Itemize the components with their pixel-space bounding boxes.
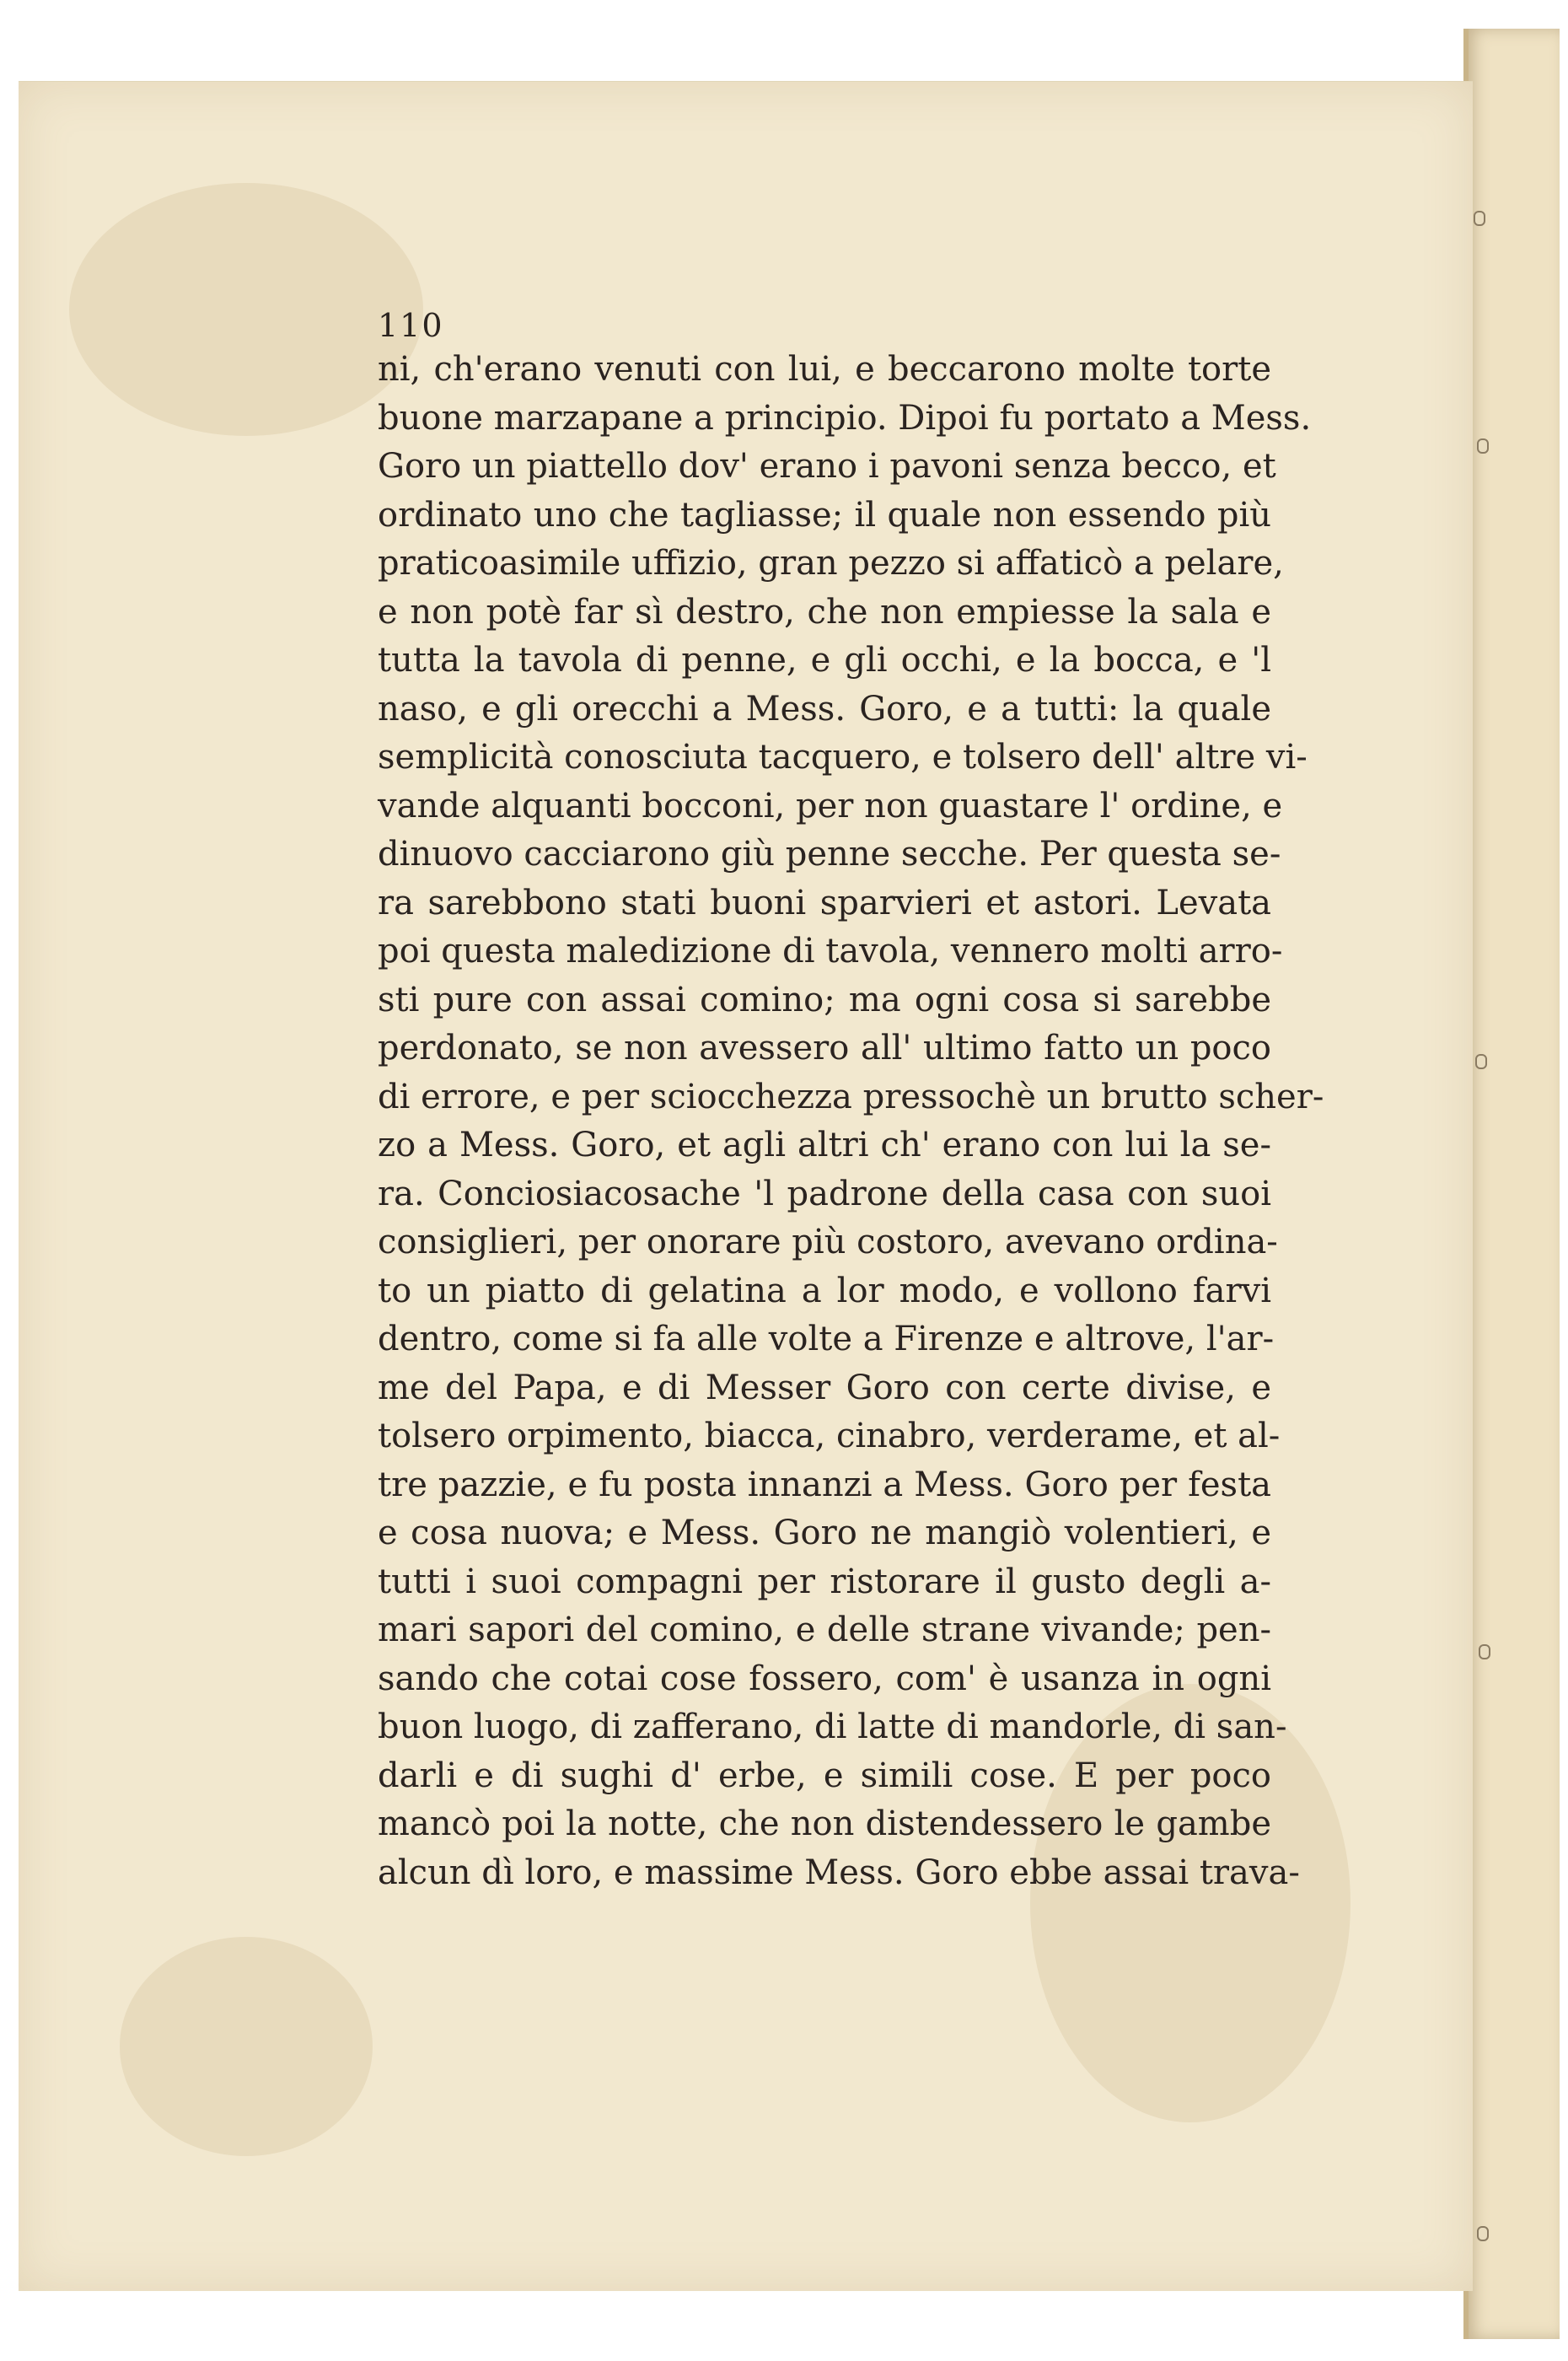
- text-line: poi questa maledizione di tavola, vennero molti arro-: [378, 932, 1283, 971]
- stitch-hole: [1479, 1644, 1490, 1659]
- text-line: praticoasimile uffizio, gran pezzo si affaticò a pelare,: [378, 544, 1284, 583]
- text-line: e cosa nuova; e Mess. Goro ne mangiò volentieri, e: [378, 1514, 1271, 1552]
- text-line: sando che cotai cose fossero, com' è usanza in ogni: [378, 1659, 1271, 1698]
- stitch-hole: [1475, 1054, 1487, 1069]
- text-line: tre pazzie, e fu posta innanzi a Mess. Goro per festa: [378, 1465, 1271, 1504]
- text-line: buon luogo, di zafferano, di latte di mandorle, di san-: [378, 1708, 1287, 1746]
- text-line: ordinato uno che tagliasse; il quale non essendo più: [378, 495, 1271, 535]
- text-line: me del Papa, e di Messer Goro con certe divise, e: [378, 1368, 1271, 1407]
- text-line: dentro, come si fa alle volte a Firenze e altrove, l'ar-: [378, 1320, 1275, 1358]
- text-line: perdonato, se non avessero all' ultimo fatto un poco: [378, 1029, 1271, 1068]
- text-line: to un piatto di gelatina a lor modo, e vollono farvi: [378, 1271, 1271, 1310]
- text-line: mari sapori del comino, e delle strane vivande; pen-: [378, 1611, 1271, 1649]
- text-line: alcun dì loro, e massime Mess. Goro ebbe assai trava-: [378, 1853, 1300, 1892]
- paper-stain: [69, 183, 423, 436]
- text-line: sti pure con assai comino; ma ogni cosa si sarebbe: [378, 980, 1271, 1019]
- page-number: 110: [378, 307, 444, 344]
- text-line: dinuovo cacciarono giù penne secche. Per questa se-: [378, 835, 1281, 874]
- text-line: buone marzapane a principio. Dipoi fu portato a Mess.: [378, 398, 1312, 438]
- stitch-hole: [1477, 2226, 1489, 2241]
- text-line: darli e di sughi d' erbe, e simili cose. E per poco: [378, 1756, 1271, 1795]
- text-line: zo a Mess. Goro, et agli altri ch' erano con lui la se-: [378, 1126, 1271, 1164]
- text-line: e non potè far sì destro, che non empiesse la sala e: [378, 592, 1271, 632]
- text-line: di errore, e per sciocchezza pressochè un brutto scher-: [378, 1077, 1324, 1116]
- text-line: consiglieri, per onorare più costoro, avevano ordina-: [378, 1223, 1278, 1261]
- adjacent-page-edge: [1467, 29, 1560, 2339]
- stitch-hole: [1477, 438, 1489, 454]
- text-line: vande alquanti bocconi, per non guastare l' ordine, e: [378, 786, 1283, 826]
- text-line: naso, e gli orecchi a Mess. Goro, e a tutti: la quale: [378, 689, 1271, 729]
- text-line: ra sarebbono stati buoni sparvieri et astori. Levata: [378, 883, 1271, 922]
- text-line: Goro un piattello dov' erano i pavoni senza becco, et: [378, 447, 1276, 486]
- body-text: [378, 346, 1324, 1897]
- text-line: ni, ch'erano venuti con lui, e beccarono molte torte: [378, 350, 1271, 389]
- stitch-hole: [1474, 211, 1485, 226]
- text-line: mancò poi la notte, che non distendessero le gambe: [378, 1804, 1271, 1843]
- text-line: tolsero orpimento, biacca, cinabro, verderame, et al-: [378, 1417, 1281, 1455]
- text-line: semplicità conosciuta tacquero, e tolsero dell' altre vi-: [378, 738, 1308, 777]
- text-line: ra. Conciosiacosache 'l padrone della casa con suoi: [378, 1174, 1271, 1213]
- paper-stain: [120, 1937, 373, 2156]
- text-line: tutta la tavola di penne, e gli occhi, e la bocca, e 'l: [378, 641, 1271, 680]
- text-line: tutti i suoi compagni per ristorare il gusto degli a-: [378, 1562, 1271, 1601]
